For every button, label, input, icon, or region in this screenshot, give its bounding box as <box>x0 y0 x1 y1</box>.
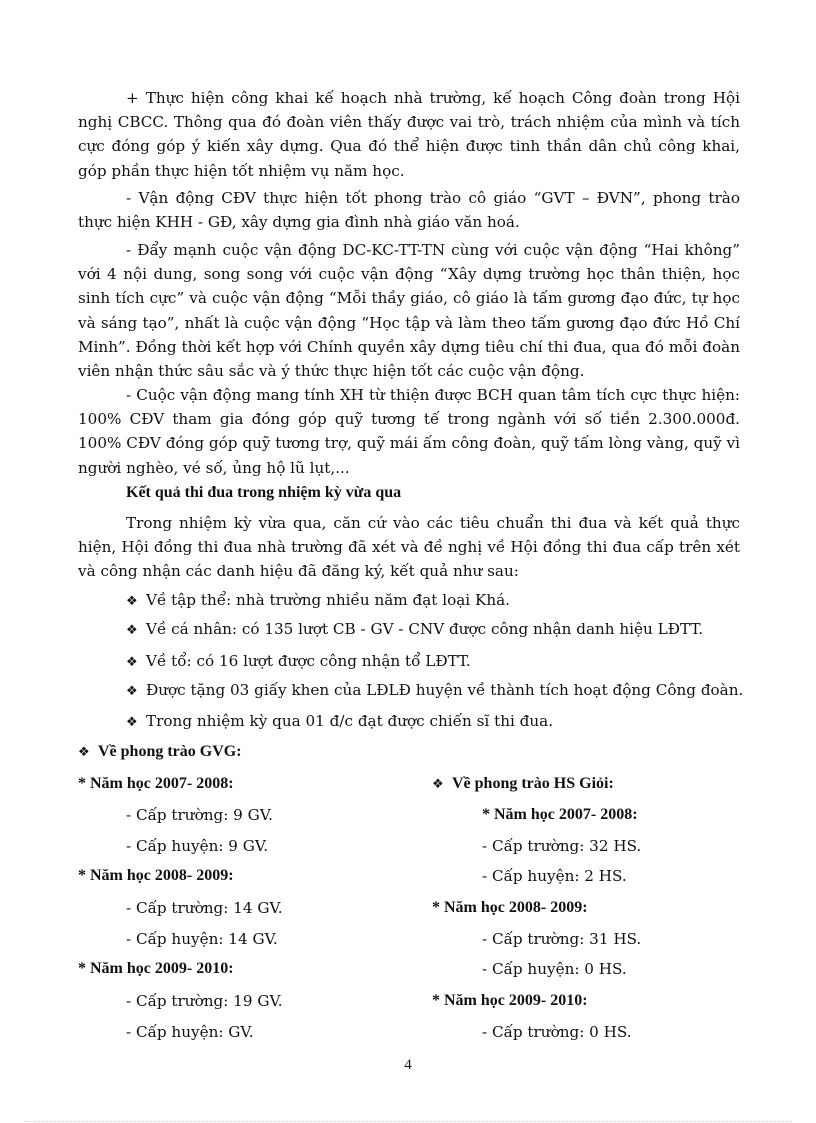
gvg-stat-line: - Cấp huyện: 9 GV. <box>126 837 269 855</box>
gvg-year-label: * Năm học 2007- 2008: <box>78 775 234 792</box>
page-bottom-divider <box>24 1121 792 1122</box>
hsg-stat-line: - Cấp huyện: 0 HS. <box>482 960 627 978</box>
diamond-bullet-icon: ❖ <box>126 594 138 609</box>
gvg-stat-line: - Cấp huyện: 14 GV. <box>126 930 278 948</box>
paragraph-public-plan: + Thực hiện công khai kế hoạch nhà trường, kế hoạch Công đoàn trong Hội nghị CBCC. Thông qua đó đoàn viên thấy được vai trò, trách nhiệm của mình và tích cực đóng góp ý kiến xây dựng. Qua đó thể hiện được tinh thần dân chủ công khai, góp phần thực hiện tốt nhiệm vụ năm học. <box>78 89 740 180</box>
hsg-stat-line: - Cấp trường: 0 HS. <box>482 1023 632 1041</box>
hsg-heading: ❖ Về phong trào HS Giỏi: <box>432 774 614 795</box>
hsg-stat-line: - Cấp huyện: 2 HS. <box>482 867 627 885</box>
results-bullet: ❖ Trong nhiệm kỳ qua 01 đ/c đạt được chiến sĩ thi đua. <box>126 711 553 733</box>
results-bullet: ❖ Về tập thể: nhà trường nhiều năm đạt loại Khá. <box>126 590 510 612</box>
diamond-bullet-icon: ❖ <box>432 777 444 792</box>
gvg-year-label: * Năm học 2008- 2009: <box>78 867 234 884</box>
results-intro: Trong nhiệm kỳ vừa qua, căn cứ vào các tiêu chuẩn thi đua và kết quả thực hiện, Hội đồng thi đua nhà trường đã xét và đề nghị về Hội đồng thi đua cấp trên xét và công nhận các danh hiệu đã đăng ký, kết quả như sau: <box>78 514 740 581</box>
hsg-year-label: * Năm học 2007- 2008: <box>482 806 638 823</box>
hsg-year-label: * Năm học 2009- 2010: <box>432 992 588 1009</box>
paragraph-campaign-gvt: - Vận động CĐV thực hiện tốt phong trào cô giáo “GVT – ĐVN”, phong trào thực hiện KHH - GĐ, xây dựng gia đình nhà giáo văn hoá. <box>78 189 740 232</box>
results-bullet: ❖ Về cá nhân: có 135 lượt CB - GV - CNV được công nhận danh hiệu LĐTT. <box>126 619 703 641</box>
diamond-bullet-icon: ❖ <box>126 684 138 699</box>
diamond-bullet-icon: ❖ <box>126 715 138 730</box>
diamond-bullet-icon: ❖ <box>126 655 138 670</box>
results-heading: Kết quả thi đua trong nhiệm kỳ vừa qua <box>126 484 402 501</box>
gvg-stat-line: - Cấp trường: 19 GV. <box>126 992 283 1010</box>
gvg-stat-line: - Cấp huyện: GV. <box>126 1023 254 1041</box>
page-number: 4 <box>404 1057 412 1073</box>
paragraph-campaign-hai-khong: - Đẩy mạnh cuộc vận động DC-KC-TT-TN cùng với cuộc vận động “Hai không” với 4 nội dung, song song với cuộc vận động “Xây dựng trường học thân thiện, học sinh tích cực” và cuộc vận động “Mỗi thầy giáo, cô giáo là tấm gương đạo đức, tự học và sáng tạo”, nhất là cuộc vận động “Học tập và làm theo tấm gương đạo đức Hồ Chí Minh”. Đồng thời kết hợp với Chính quyền xây dựng tiêu chí thi đua, qua đó mỗi đoàn viên nhận thức sâu sắc và ý thức thực hiện tốt các cuộc vận động. <box>78 241 740 381</box>
results-bullet: ❖ Được tặng 03 giấy khen của LĐLĐ huyện về thành tích hoạt động Công đoàn. <box>126 680 743 702</box>
paragraph-charity: - Cuộc vận động mang tính XH từ thiện được BCH quan tâm tích cực thực hiện: 100% CĐV tham gia đóng góp quỹ tương tế trong ngành với số tiền 2.300.000đ. 100% CĐV đóng góp quỹ tương trợ, quỹ mái ấm công đoàn, quỹ tấm lòng vàng, quỹ vì người nghèo, vé số, ủng hộ lũ lụt,... <box>78 386 740 477</box>
hsg-stat-line: - Cấp trường: 32 HS. <box>482 837 642 855</box>
gvg-heading: ❖ Về phong trào GVG: <box>78 742 242 763</box>
gvg-stat-line: - Cấp trường: 9 GV. <box>126 806 273 824</box>
gvg-stat-line: - Cấp trường: 14 GV. <box>126 899 283 917</box>
hsg-year-label: * Năm học 2008- 2009: <box>432 899 588 916</box>
diamond-bullet-icon: ❖ <box>126 623 138 638</box>
gvg-year-label: * Năm học 2009- 2010: <box>78 960 234 977</box>
results-bullet: ❖ Về tổ: có 16 lượt được công nhận tổ LĐTT. <box>126 651 471 673</box>
diamond-bullet-icon: ❖ <box>78 745 90 760</box>
hsg-stat-line: - Cấp trường: 31 HS. <box>482 930 642 948</box>
